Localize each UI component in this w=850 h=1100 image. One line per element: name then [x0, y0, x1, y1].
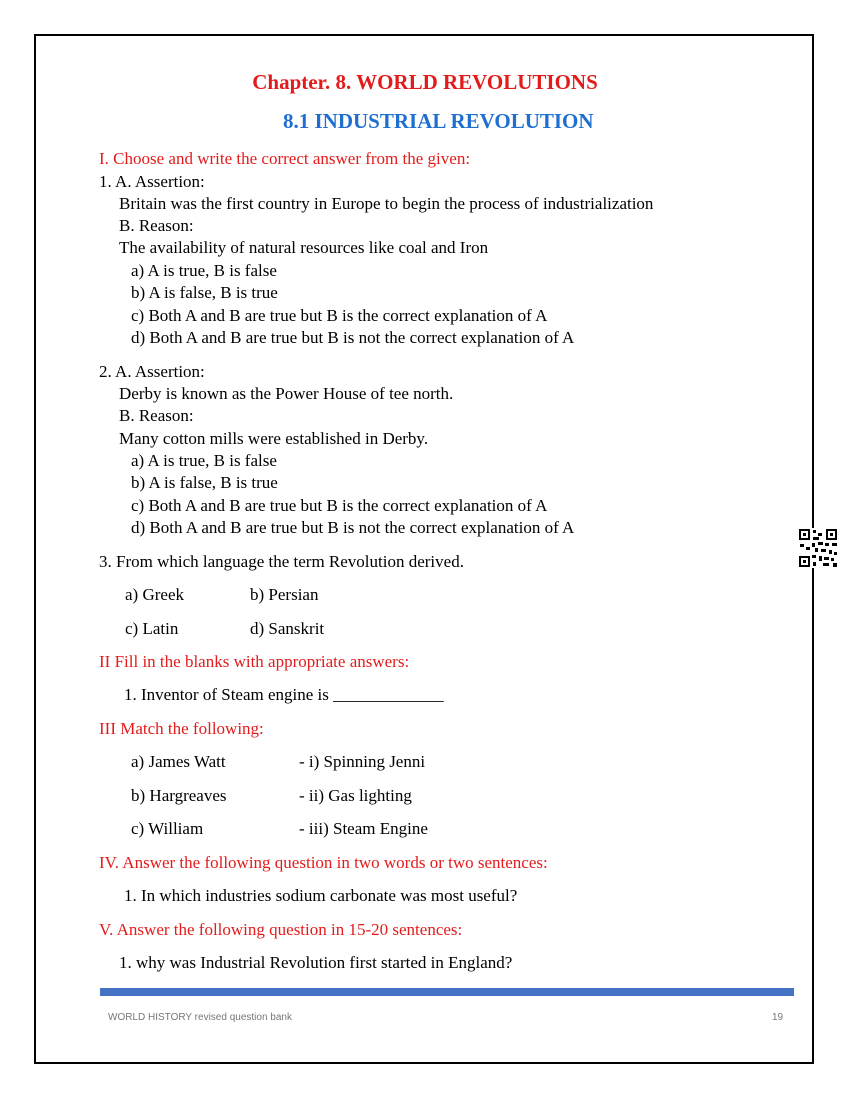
match-left-b: b) Hargreaves — [131, 786, 227, 805]
q2-assertion-text: Derby is known as the Power House of tee north. — [119, 384, 454, 403]
q1-option-d: d) Both A and B are true but B is not the correct explanation of A — [131, 328, 575, 347]
footer-title: WORLD HISTORY revised question bank — [108, 1012, 292, 1023]
section5-q1: 1. why was Industrial Revolution first started in England? — [119, 953, 513, 972]
section1-heading: I. Choose and write the correct answer from the given: — [99, 149, 471, 168]
q1-option-a: a) A is true, B is false — [131, 261, 277, 280]
section-title: 8.1 INDUSTRIAL REVOLUTION — [283, 109, 594, 133]
q1-assertion-label: 1. A. Assertion: — [99, 172, 205, 191]
q3-option-b: b) Persian — [250, 585, 319, 604]
q3-option-c: c) Latin — [125, 619, 179, 638]
q1-reason-label: B. Reason: — [119, 216, 194, 235]
q1-reason-text: The availability of natural resources like coal and Iron — [119, 238, 489, 257]
match-left-a: a) James Watt — [131, 752, 226, 771]
match-right-a: - i) Spinning Jenni — [299, 752, 426, 771]
q2-option-d: d) Both A and B are true but B is not the correct explanation of A — [131, 518, 575, 537]
footer-rule — [100, 988, 794, 996]
section4-q1: 1. In which industries sodium carbonate was most useful? — [124, 886, 518, 905]
chapter-title: Chapter. 8. WORLD REVOLUTIONS — [252, 70, 598, 94]
q2-option-c: c) Both A and B are true but B is the correct explanation of A — [131, 496, 548, 515]
match-right-b: - ii) Gas lighting — [299, 786, 412, 805]
section2-heading: II Fill in the blanks with appropriate answers: — [99, 652, 410, 671]
q2-option-a: a) A is true, B is false — [131, 451, 277, 470]
section3-heading: III Match the following: — [99, 719, 264, 738]
qr-code-icon — [798, 528, 838, 568]
q1-option-b: b) A is false, B is true — [131, 283, 278, 302]
page-number: 19 — [772, 1012, 784, 1023]
match-right-c: - iii) Steam Engine — [299, 819, 428, 838]
q3-option-a: a) Greek — [125, 585, 184, 604]
q2-option-b: b) A is false, B is true — [131, 473, 278, 492]
q1-assertion-text: Britain was the first country in Europe to begin the process of industrialization — [119, 194, 654, 213]
section4-heading: IV. Answer the following question in two words or two sentences: — [99, 853, 548, 872]
q3-option-d: d) Sanskrit — [250, 619, 325, 638]
section2-q1: 1. Inventor of Steam engine is _____________ — [124, 685, 444, 704]
q1-option-c: c) Both A and B are true but B is the correct explanation of A — [131, 306, 548, 325]
q2-reason-label: B. Reason: — [119, 406, 194, 425]
section5-heading: V. Answer the following question in 15-20 sentences: — [99, 920, 463, 939]
q2-assertion-label: 2. A. Assertion: — [99, 362, 205, 381]
q3-question: 3. From which language the term Revolution derived. — [99, 552, 464, 571]
match-left-c: c) William — [131, 819, 204, 838]
q2-reason-text: Many cotton mills were established in Derby. — [119, 429, 429, 448]
